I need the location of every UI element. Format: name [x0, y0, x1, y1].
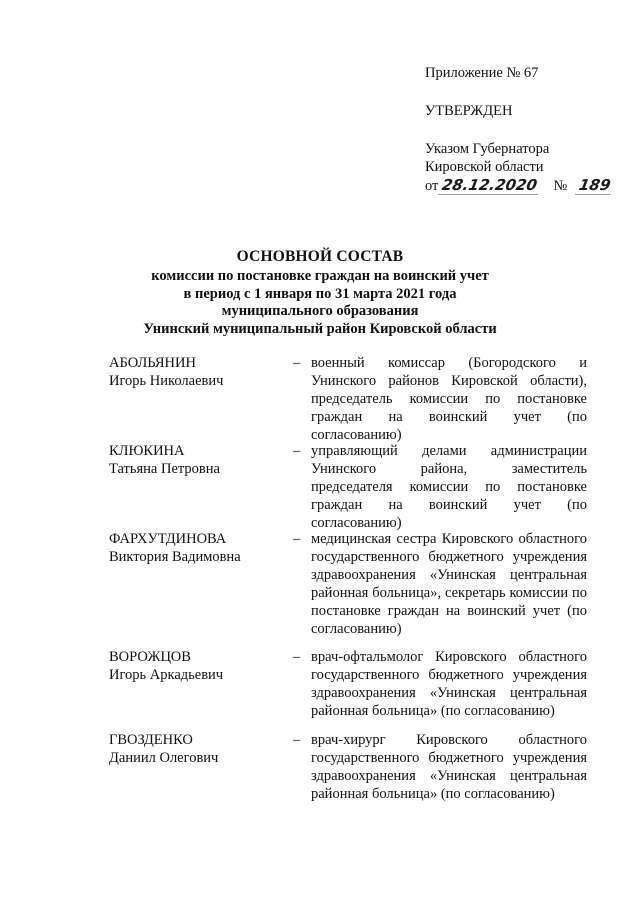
member-surname: ГВОЗДЕНКО [109, 732, 193, 748]
member-dash: – [293, 732, 301, 748]
member-description: врач-хирург Кировского областного государственного бюджетного учреждения здравоохранения «Унинская центральная районная больница» (по согласованию) [311, 732, 587, 802]
member-description: военный комиссар (Богородского и Унинского районов Кировской области), председатель комиссии по постановке граждан на воинский учет (по согласованию) [311, 355, 587, 443]
approval-header [425, 64, 625, 195]
member-dash: – [293, 649, 301, 665]
handwritten-date: 28.12.2020 [439, 176, 541, 195]
decree-date-number-line [425, 176, 625, 195]
member-description: врач-офтальмолог Кировского областного государственного бюджетного учреждения здравоохранения «Унинская центральная районная больница» (по согласованию) [311, 649, 587, 719]
approved-stamp-text: УТВЕРЖДЕН [425, 103, 513, 119]
member-surname: ФАРХУТДИНОВА [109, 531, 227, 547]
member-description: управляющий делами администрации Унинского района, заместитель председателя комиссии по постановке граждан на воинский учет (по согласованию) [311, 443, 587, 531]
member-given-names: Даниил Олегович [109, 750, 219, 766]
member-dash: – [293, 443, 301, 459]
appendix-number: Приложение № 67 [425, 65, 539, 81]
title-line-1: комиссии по постановке граждан на воинский учет [151, 268, 489, 284]
member-name [109, 648, 289, 684]
from-label: от [425, 178, 439, 194]
member-name [109, 530, 289, 566]
member-given-names: Татьяна Петровна [109, 461, 220, 477]
member-surname: ВОРОЖЦОВ [109, 649, 191, 665]
decree-line-1: Указом Губернатора [425, 141, 550, 157]
member-name [109, 442, 289, 478]
handwritten-number: 189 [575, 176, 614, 195]
member-name [109, 731, 289, 767]
title-line-3: муниципального образования [221, 303, 419, 319]
title-main: ОСНОВНОЙ СОСТАВ [236, 248, 404, 265]
member-description: медицинская сестра Кировского областного государственного бюджетного учреждения здравоохранения «Унинская центральная районная больница», секретарь комиссии по постановке граждан на воинский учет (по согласованию) [311, 531, 587, 637]
member-dash: – [293, 355, 301, 371]
member-dash: – [293, 531, 301, 547]
member-surname: АБОЛЬЯНИН [109, 355, 196, 371]
member-given-names: Игорь Аркадьевич [109, 667, 224, 683]
member-given-names: Виктория Вадимовна [109, 549, 241, 565]
member-given-names: Игорь Николаевич [109, 373, 224, 389]
document-title [80, 247, 560, 338]
number-label: № [553, 178, 568, 194]
title-line-4: Унинский муниципальный район Кировской области [143, 320, 497, 337]
member-name [109, 354, 289, 390]
decree-line-2: Кировской области [425, 159, 544, 175]
member-surname: КЛЮКИНА [109, 443, 185, 459]
title-line-2: в период с 1 января по 31 марта 2021 года [183, 285, 457, 302]
